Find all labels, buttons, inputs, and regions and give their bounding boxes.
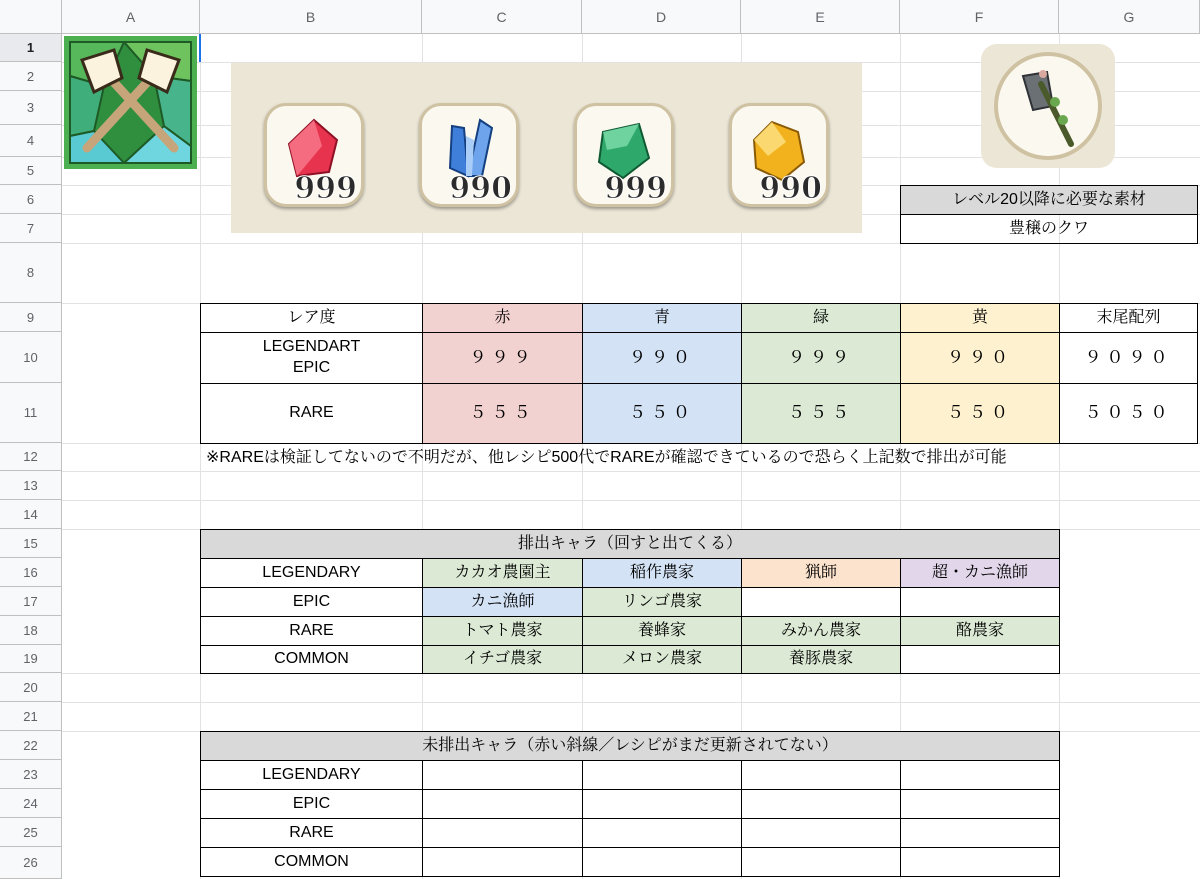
not-emitted-rarity-label: COMMON (200, 847, 423, 877)
row-header-25[interactable]: 25 (0, 818, 62, 847)
rarity-label-legendary-epic (200, 332, 423, 384)
empty-cell (900, 760, 1060, 790)
character-cell (900, 587, 1060, 617)
character-cell: 養蜂家 (582, 616, 742, 646)
column-header-g[interactable]: G (1059, 0, 1200, 34)
row-header-9[interactable]: 9 (0, 303, 62, 332)
gem-tile-blue (419, 103, 519, 207)
note-text: ※RAREは検証してないので不明だが、他レシピ500代でRAREが確認できているので恐らく上記数で排出が可能 (206, 449, 1007, 466)
emitted-title: 排出キャラ（回すと出てくる） (200, 529, 1060, 559)
blue-header: 青 (582, 303, 742, 333)
empty-cell (422, 760, 583, 790)
row-header-3[interactable]: 3 (0, 91, 62, 125)
gem-tile-red (264, 103, 364, 207)
value-cell: ５５５ (422, 383, 583, 444)
value-cell: ９９０ (582, 332, 742, 384)
empty-cell (582, 818, 742, 848)
empty-cell (900, 789, 1060, 819)
rarity-header: レア度 (200, 303, 423, 333)
column-header-e[interactable]: E (741, 0, 900, 34)
row-header-8[interactable]: 8 (0, 243, 62, 303)
character-cell: 養豚農家 (741, 645, 901, 674)
value-cell: ５５５ (741, 383, 901, 444)
value-cell: ９９９ (422, 332, 583, 384)
rarity-label-line: LEGENDART (262, 338, 361, 356)
empty-cell (900, 818, 1060, 848)
emitted-rarity-label: LEGENDARY (200, 558, 423, 588)
empty-cell (422, 818, 583, 848)
active-cell-indicator (199, 34, 201, 62)
row-header-10[interactable]: 10 (0, 332, 62, 383)
value-cell: ９９０ (900, 332, 1060, 384)
row-header-5[interactable]: 5 (0, 157, 62, 185)
hoe-icon (981, 44, 1115, 168)
row-header-24[interactable]: 24 (0, 789, 62, 818)
row-header-11[interactable]: 11 (0, 383, 62, 443)
gridline (62, 702, 1200, 703)
column-header-d[interactable]: D (582, 0, 741, 34)
column-header-b[interactable]: B (200, 0, 422, 34)
select-all-corner[interactable] (0, 0, 62, 34)
rarity-label-rare: RARE (200, 383, 423, 444)
red-header: 赤 (422, 303, 583, 333)
green-header: 緑 (741, 303, 901, 333)
column-header-a[interactable]: A (62, 0, 200, 34)
value-cell: ５０５０ (1059, 383, 1198, 444)
emitted-rarity-label: COMMON (200, 645, 423, 674)
row-header-2[interactable]: 2 (0, 62, 62, 91)
row-header-12[interactable]: 12 (0, 443, 62, 471)
column-header-c[interactable]: C (422, 0, 582, 34)
not-emitted-rarity-label: EPIC (200, 789, 423, 819)
gridline (62, 500, 1200, 501)
row-header-26[interactable]: 26 (0, 847, 62, 879)
row-header-1[interactable]: 1 (0, 34, 62, 62)
row-header-19[interactable]: 19 (0, 645, 62, 673)
gem-count-yellow: 990 (759, 171, 822, 206)
value-cell: ９９９ (741, 332, 901, 384)
not-emitted-title: 未排出キャラ（赤い斜線／レシピがまだ更新されてない） (200, 731, 1060, 761)
character-cell: みかん農家 (741, 616, 901, 646)
not-emitted-rarity-label: RARE (200, 818, 423, 848)
empty-cell (582, 847, 742, 877)
row-header-22[interactable]: 22 (0, 731, 62, 760)
character-cell: イチゴ農家 (422, 645, 583, 674)
value-cell: ９０９０ (1059, 332, 1198, 384)
row-header-18[interactable]: 18 (0, 616, 62, 645)
value-cell: ５５０ (900, 383, 1060, 444)
empty-cell (741, 818, 901, 848)
character-cell: メロン農家 (582, 645, 742, 674)
character-cell (741, 587, 901, 617)
character-cell: カニ漁師 (422, 587, 583, 617)
emitted-rarity-label: RARE (200, 616, 423, 646)
character-cell: 稲作農家 (582, 558, 742, 588)
empty-cell (422, 847, 583, 877)
row-header-20[interactable]: 20 (0, 673, 62, 702)
gridline (62, 471, 1200, 472)
character-cell: 酪農家 (900, 616, 1060, 646)
row-header-17[interactable]: 17 (0, 587, 62, 616)
crossed-axes-icon (64, 36, 197, 169)
gem-count-red: 999 (294, 171, 357, 206)
row-header-21[interactable]: 21 (0, 702, 62, 731)
character-cell: カカオ農園主 (422, 558, 583, 588)
row-header-13[interactable]: 13 (0, 471, 62, 500)
gem-panel (231, 63, 862, 233)
gem-tile-green (574, 103, 674, 207)
material-value: 豊穣のクワ (900, 214, 1198, 244)
character-cell: トマト農家 (422, 616, 583, 646)
gem-count-green: 999 (604, 171, 667, 206)
empty-cell (741, 847, 901, 877)
empty-cell (900, 847, 1060, 877)
column-header-f[interactable]: F (900, 0, 1059, 34)
hoe-item-image (981, 44, 1115, 168)
emitted-rarity-label: EPIC (200, 587, 423, 617)
yellow-header: 黄 (900, 303, 1060, 333)
value-cell: ５５０ (582, 383, 742, 444)
row-header-7[interactable]: 7 (0, 214, 62, 243)
row-header-6[interactable]: 6 (0, 185, 62, 214)
not-emitted-rarity-label: LEGENDARY (200, 760, 423, 790)
empty-cell (741, 789, 901, 819)
character-cell (900, 645, 1060, 674)
row-header-16[interactable]: 16 (0, 558, 62, 587)
character-cell: 猟師 (741, 558, 901, 588)
gem-tile-yellow (729, 103, 829, 207)
row-header-14[interactable]: 14 (0, 500, 62, 529)
row-header-4[interactable]: 4 (0, 125, 62, 157)
empty-cell (582, 760, 742, 790)
row-header-23[interactable]: 23 (0, 760, 62, 789)
gem-count-blue: 990 (449, 171, 512, 206)
suffix-header: 末尾配列 (1059, 303, 1198, 333)
row-header-15[interactable]: 15 (0, 529, 62, 558)
empty-cell (582, 789, 742, 819)
rarity-label-line: EPIC (292, 359, 331, 376)
empty-cell (741, 760, 901, 790)
character-cell: リンゴ農家 (582, 587, 742, 617)
character-cell: 超・カニ漁師 (900, 558, 1060, 588)
material-header: レベル20以降に必要な素材 (900, 185, 1198, 215)
empty-cell (422, 789, 583, 819)
